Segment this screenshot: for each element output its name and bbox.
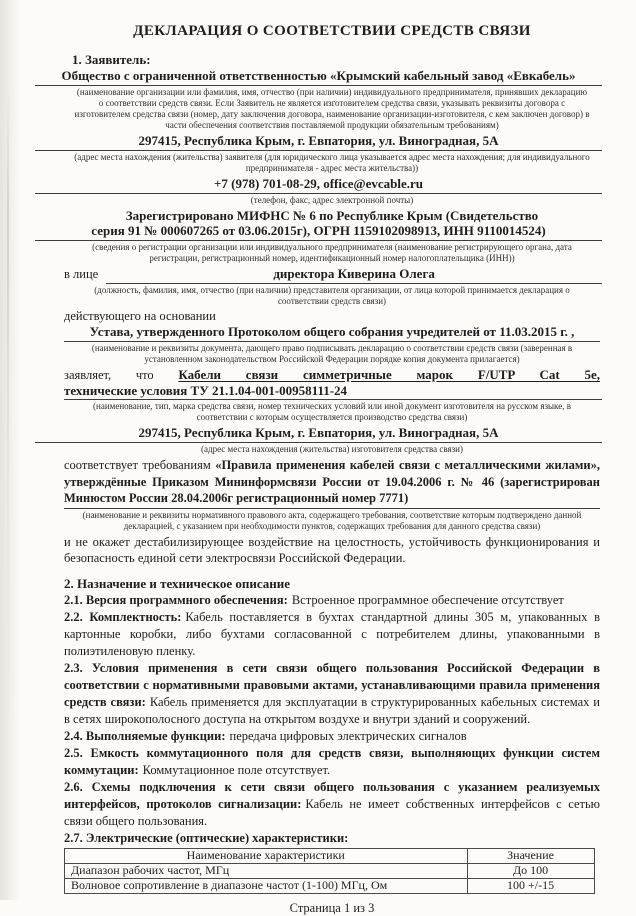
item-2-7-label: 2.7. Электрические (оптические) характеристики: — [64, 830, 349, 845]
item-2-1-text: Встроенное программное обеспечение отсутствует — [291, 592, 564, 607]
conformity-regulation: «Правила применения кабелей связи с металлическими жилами», утверждённые Приказом Мининформсвязи России от 19.04.2006 г. № 46 (зарегистрирован Минюстом России 28.04.2006г регистрационный номер 7771) — [64, 458, 600, 505]
manufacturer-address-caption: (адрес места нахождения (жительства) изготовителя средства связи) — [201, 444, 463, 454]
item-2-5-text: Коммутационное поле отсутствует. — [142, 762, 331, 777]
item-2-5 — [64, 745, 600, 779]
applicant-address: 297415, Республика Крым, г. Евпатория, ул. Виноградная, 5А — [35, 133, 602, 151]
item-2-6-label: 2.6. Схемы подключения к сети связи общего пользования с указанием реализуемых интерфейсов, протоколов сигнализации: — [64, 779, 600, 811]
item-2-2-label: 2.2. Комплектность: — [64, 609, 182, 624]
table-header-name: Наименование характеристики — [65, 848, 468, 863]
applicant-name: Общество с ограниченной ответственностью «Крымский кабельный завод «Евкабель» — [35, 68, 602, 86]
item-2-7 — [64, 830, 600, 847]
basis-caption: (наименование и реквизиты документа, дающего право подписывать декларацию о соответствии средств связи (заверенная в установленном законодательством Российской Федерации порядке копия документа прилагается) — [91, 343, 573, 364]
manufacturer-address-field — [64, 425, 600, 457]
table-cell-value: 100 +/-15 — [467, 878, 594, 893]
registration-field — [64, 208, 600, 266]
item-2-2 — [64, 609, 600, 660]
section1-heading: 1. Заявитель: — [72, 52, 151, 67]
item-2-1-label: 2.1. Версия программного обеспечения: — [64, 592, 288, 607]
characteristics-table — [64, 848, 595, 894]
product-name: Кабели связи симметричные марок F/UTP Cat 5e, — [178, 367, 600, 382]
basis-document: Устава, утвержденного Протоколом общего собрания учредителей от 11.03.2015 г. , — [64, 324, 600, 342]
table-row — [65, 878, 595, 893]
table-cell-name: Диапазон рабочих частот, МГц — [65, 863, 468, 878]
registration-line1: Зарегистрировано МИФНС № 6 по Республике Крым (Свидетельство — [125, 208, 539, 223]
section2 — [64, 576, 600, 894]
item-2-5-label: 2.5. Емкость коммутационного поля для средств связи, выполняющих функции систем коммутации: — [64, 745, 600, 777]
representative-caption: (должность, фамилия, имя, отчество (при наличии) представителя организации, от лица которой принимается декларация о соответствии средств связи) — [94, 285, 570, 306]
manufacturer-address: 297415, Республика Крым, г. Евпатория, ул. Виноградная, 5А — [35, 425, 602, 443]
declaration-field — [64, 367, 600, 425]
document-title: ДЕКЛАРАЦИЯ О СООТВЕТСТВИИ СРЕДСТВ СВЯЗИ — [133, 23, 531, 39]
representative-label: в лице — [64, 267, 99, 281]
table-cell-value: До 100 — [467, 863, 594, 878]
conformity-prefix: соответствует требованиям — [64, 458, 211, 472]
applicant-address-field — [64, 133, 600, 176]
basis-field — [64, 324, 600, 367]
item-2-4-text: передача цифровых электрических сигналов — [229, 728, 467, 743]
table-row — [65, 863, 595, 878]
product-specs: технические условия ТУ 21.1.04-001-00958111-24 — [64, 383, 602, 400]
applicant-caption: (наименование организации или фамилия, имя, отчество (при наличии) индивидуального предпринимателя, принявших декларацию о соответствии средств связи. Если Заявитель не является изготовителем средства связи, указывать реквизиты договора с изготовителем средства связи (номер, дату заключения договора, наименование организации-изготовителя, с кем заключен договор) в части обеспечения соответствия поставляемой продукции обязательным требованиям) — [74, 87, 590, 130]
page-number: Страница 1 из 3 — [289, 900, 375, 915]
contacts-caption: (телефон, факс, адрес электронной почты) — [250, 195, 414, 205]
conformity-statement — [64, 457, 600, 509]
contacts-value: +7 (978) 701-08-29, office@evcable.ru — [35, 176, 602, 194]
section2-heading: 2. Назначение и техническое описание — [64, 575, 291, 591]
representative-name: директора Киверина Олега — [106, 266, 602, 284]
table-header-value: Значение — [467, 848, 594, 863]
conformity-caption: (наименование и реквизиты нормативного правового акта, содержащего требования, соответствие которым подтверждено данной декларацией, с указанием при необходимости пунктов, содержащих требования для данного средства связи) — [82, 509, 582, 531]
declaration-prefix: заявляет, что — [64, 368, 154, 382]
item-2-3-label: 2.3. Условия применения в сети связи общего пользования Российской Федерации в соответствии с нормативными правовыми актами, устанавливающими правила применения средств связи: — [64, 660, 600, 709]
item-2-6 — [64, 779, 600, 830]
representative-row — [64, 266, 600, 284]
contacts-field — [64, 176, 600, 208]
table-cell-name: Волновое сопротивление в диапазоне частот (1-100) МГц, Ом — [65, 878, 468, 893]
registration-line2: серия 91 № 000607265 от 03.06.2015г), ОГРН 1159102098913, ИНН 9110014524) — [35, 223, 602, 241]
conformity-field — [64, 457, 600, 534]
item-2-3 — [64, 660, 600, 728]
applicant-address-caption: (адрес места нахождения (жительства) заявителя (для юридического лица указывается адрес места нахождения; для индивидуального предпринимателя - адрес места жительства)) — [74, 152, 590, 173]
item-2-2-text: Кабель поставляется в бухтах стандартной длины 305 м, упакованных в картонные коробки, либо бухтами согласованной с потребителем длины, упакованными в полиэтиленовую пленку. — [64, 609, 600, 658]
registration-caption: (сведения о регистрации организации или индивидуального предпринимателя (наименование регистрирующего органа, дата регистрации, регистрационный номер, идентификационный номер налогоплательщика (ИНН)) — [92, 242, 572, 263]
item-2-4-label: 2.4. Выполняемые функции: — [64, 728, 226, 743]
declaration-line1 — [64, 367, 600, 383]
table-header-row — [65, 848, 595, 863]
item-2-1 — [64, 592, 600, 609]
item-2-4 — [64, 728, 600, 745]
item-2-6-text: Кабель не имеет собственных интерфейсов с сетью связи общего пользования. — [64, 796, 600, 828]
basis-label: действующего на основании — [64, 309, 216, 323]
declaration-caption: (наименование, тип, марка средства связи, номер технических условий или иной документ изготовителя на русском языке, в соответствии с которым осуществляется производство средства связи) — [93, 401, 571, 422]
impact-statement: и не окажет дестабилизирующее воздействие на целостность, устойчивость функционирования и безопасность единой сети электросвязи Российской Федерации. — [64, 534, 600, 565]
applicant-field — [61, 68, 600, 133]
item-2-3-text: Кабель применяется для эксплуатации в структурированных кабельных системах и в сетях широкополосного доступа на открытом воздухе и внутри зданий и сооружений. — [64, 694, 600, 726]
representative-field — [64, 266, 600, 309]
